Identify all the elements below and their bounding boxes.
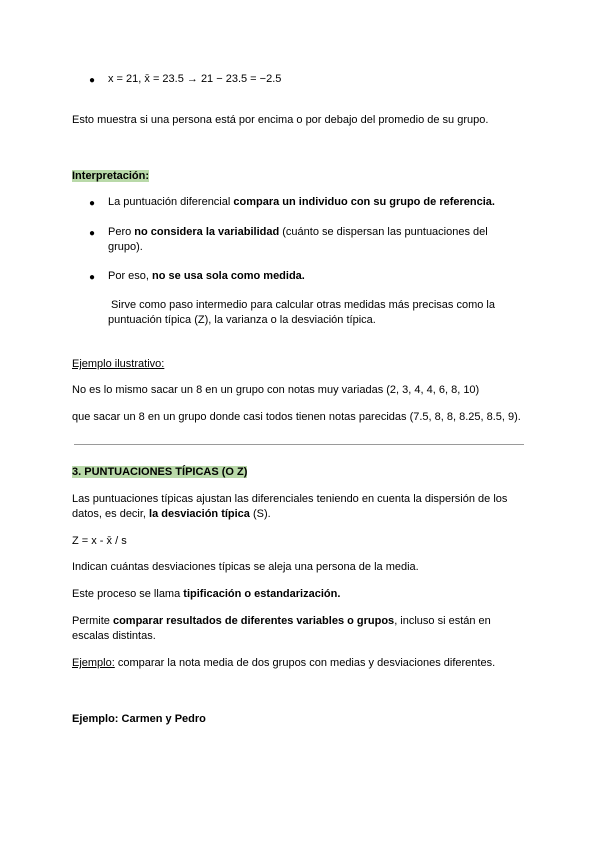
bullet-3-text: Por eso, [108,270,153,282]
p4-text-end: , incluso si están en [394,615,491,627]
illustrative-line2: que sacar un 8 en un grupo donde casi todos tienen notas parecidas (7.5, 8, 8, 8.25, 8.5, 9). [72,411,521,423]
bullet-dot: ● [89,75,96,86]
p3-bold: tipificación o estandarización. [183,588,341,600]
interpretation-note-line1: Sirve como paso intermedio para calcular otras medidas más precisas como la [108,299,495,311]
bullet-1-text: La puntuación diferencial [108,196,234,208]
bullet-2-text: Pero [108,226,135,238]
bullet-dot: ● [89,198,96,209]
z-formula: Z = x - x̄ / s [72,535,127,547]
section-3-p3 [72,587,340,602]
intro-paragraph: Esto muestra si una persona está por encima o por debajo del promedio de su grupo. [72,114,489,126]
section-3-example [72,656,495,671]
interpretation-heading-text: Interpretación: [72,170,150,182]
interpretation-note-line2: puntuación típica (Z), la varianza o la desviación típica. [108,314,376,326]
example-calculation-line: x = 21, x̄ = 23.5 → 21 − 23.5 = −2.5 [108,73,282,85]
interpretation-bullet-3 [108,269,305,284]
interpretation-bullet-2-line2: grupo). [108,241,143,253]
p1-line2-text-end: (S). [249,508,271,520]
carmen-pedro-heading: Ejemplo: Carmen y Pedro [72,713,206,725]
interpretation-bullet-2 [108,225,488,240]
illustrative-line1: No es lo mismo sacar un 8 en un grupo con notas muy variadas (2, 3, 4, 4, 6, 8, 10) [72,384,480,396]
section-3-p4-line2: escalas distintas. [72,630,156,642]
p1-line2-text: datos, es decir, [72,508,150,520]
interpretation-bullet-1 [108,195,495,210]
bullet-dot: ● [89,228,96,239]
bullet-2-bold: no considera la variabilidad [134,226,280,238]
horizontal-divider [74,444,524,445]
bullet-2-text-end: (cuánto se dispersan las puntuaciones del [279,226,488,238]
p4-bold: comparar resultados de diferentes variables o grupos [112,615,395,627]
example-label: Ejemplo: [72,657,115,669]
bullet-3-bold: no se usa sola como medida. [152,270,305,282]
bullet-dot: ● [89,272,96,283]
section-3-p1-line1: Las puntuaciones típicas ajustan las diferenciales teniendo en cuenta la dispersión de los [72,493,508,505]
illustrative-heading: Ejemplo ilustrativo: [72,358,165,370]
bullet-1-bold: compara un individuo con su grupo de referencia. [233,196,495,208]
interpretation-heading [72,169,149,184]
p3-text: Este proceso se llama [72,588,184,600]
p1-line2-bold: la desviación típica [149,508,250,520]
p4-text: Permite [72,615,113,627]
section-3-p1-line2 [72,507,271,522]
section-3-p4-line1 [72,614,491,629]
example-text: comparar la nota media de dos grupos con medias y desviaciones diferentes. [114,657,496,669]
section-3-heading [72,465,247,480]
section-3-heading-text: 3. PUNTUACIONES TÍPICAS (O Z) [72,466,248,478]
section-3-p2: Indican cuántas desviaciones típicas se aleja una persona de la media. [72,561,419,573]
